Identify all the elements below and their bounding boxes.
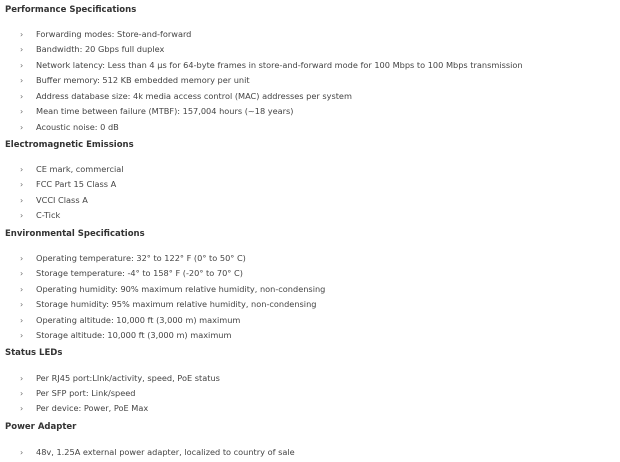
spec-item bbox=[20, 28, 191, 40]
spec-item-text: Acoustic noise: 0 dB bbox=[36, 122, 119, 132]
section-title-status-leds: Status LEDs bbox=[5, 348, 63, 358]
spec-item-text: Operating temperature: 32° to 122° F (0° to 50° C) bbox=[36, 253, 246, 263]
section-title-power-adapter: Power Adapter bbox=[5, 422, 77, 432]
chevron-right-icon: › bbox=[20, 389, 24, 398]
chevron-right-icon: › bbox=[20, 448, 24, 457]
spec-item bbox=[20, 298, 316, 310]
spec-item-text: Forwarding modes: Store-and-forward bbox=[36, 29, 192, 39]
spec-item bbox=[20, 402, 148, 414]
spec-item bbox=[20, 372, 220, 384]
chevron-right-icon: › bbox=[20, 92, 24, 101]
spec-item-text: Buffer memory: 512 KB embedded memory per unit bbox=[36, 75, 250, 85]
chevron-right-icon: › bbox=[20, 180, 24, 189]
chevron-right-icon: › bbox=[20, 300, 24, 309]
spec-item-text: Bandwidth: 20 Gbps full duplex bbox=[36, 44, 165, 54]
spec-item bbox=[20, 387, 136, 399]
chevron-right-icon: › bbox=[20, 30, 24, 39]
spec-item-text: VCCI Class A bbox=[36, 195, 88, 205]
spec-item bbox=[20, 252, 246, 264]
chevron-right-icon: › bbox=[20, 285, 24, 294]
spec-item bbox=[20, 314, 240, 326]
spec-item bbox=[20, 90, 352, 102]
spec-item bbox=[20, 59, 523, 71]
spec-item-text: Storage altitude: 10,000 ft (3,000 m) maximum bbox=[36, 330, 232, 340]
chevron-right-icon: › bbox=[20, 404, 24, 413]
chevron-right-icon: › bbox=[20, 316, 24, 325]
chevron-right-icon: › bbox=[20, 254, 24, 263]
spec-item bbox=[20, 209, 60, 221]
spec-item bbox=[20, 267, 243, 279]
spec-item bbox=[20, 105, 294, 117]
spec-item bbox=[20, 163, 124, 175]
section-title-environmental: Environmental Specifications bbox=[5, 229, 145, 239]
chevron-right-icon: › bbox=[20, 331, 24, 340]
spec-item bbox=[20, 329, 231, 341]
spec-item-text: Operating altitude: 10,000 ft (3,000 m) maximum bbox=[36, 315, 241, 325]
spec-item-text: Address database size: 4k media access control (MAC) addresses per system bbox=[36, 91, 352, 101]
spec-item-text: FCC Part 15 Class A bbox=[36, 179, 117, 189]
spec-item-text: CE mark, commercial bbox=[36, 164, 124, 174]
chevron-right-icon: › bbox=[20, 76, 24, 85]
spec-item bbox=[20, 283, 325, 295]
spec-item-text: C-Tick bbox=[36, 210, 61, 220]
chevron-right-icon: › bbox=[20, 374, 24, 383]
chevron-right-icon: › bbox=[20, 123, 24, 132]
chevron-right-icon: › bbox=[20, 211, 24, 220]
chevron-right-icon: › bbox=[20, 165, 24, 174]
spec-item-text: Per device: Power, PoE Max bbox=[36, 403, 149, 413]
spec-item-text: Mean time between failure (MTBF): 157,004 hours (~18 years) bbox=[36, 106, 294, 116]
chevron-right-icon: › bbox=[20, 196, 24, 205]
spec-item-text: Storage humidity: 95% maximum relative humidity, non-condensing bbox=[36, 299, 317, 309]
section-title-electromagnetic: Electromagnetic Emissions bbox=[5, 140, 134, 150]
spec-item bbox=[20, 446, 295, 458]
spec-item-text: Storage temperature: -4° to 158° F (-20° to 70° C) bbox=[36, 268, 243, 278]
spec-item bbox=[20, 74, 250, 86]
spec-item bbox=[20, 178, 116, 190]
chevron-right-icon: › bbox=[20, 269, 24, 278]
chevron-right-icon: › bbox=[20, 45, 24, 54]
spec-item bbox=[20, 43, 164, 55]
spec-item-text: Network latency: Less than 4 µs for 64-byte frames in store-and-forward mode for 100 Mbps to 100 Mbps transmission bbox=[36, 60, 523, 70]
spec-item-text: Per RJ45 port:LInk/activity, speed, PoE status bbox=[36, 373, 220, 383]
chevron-right-icon: › bbox=[20, 107, 24, 116]
spec-item-text: 48v, 1.25A external power adapter, localized to country of sale bbox=[36, 447, 295, 457]
spec-item-text: Per SFP port: Link/speed bbox=[36, 388, 136, 398]
spec-item bbox=[20, 121, 119, 133]
spec-item-text: Operating humidity: 90% maximum relative humidity, non-condensing bbox=[36, 284, 326, 294]
chevron-right-icon: › bbox=[20, 61, 24, 70]
spec-item bbox=[20, 194, 88, 206]
section-title-performance: Performance Specifications bbox=[5, 5, 137, 15]
